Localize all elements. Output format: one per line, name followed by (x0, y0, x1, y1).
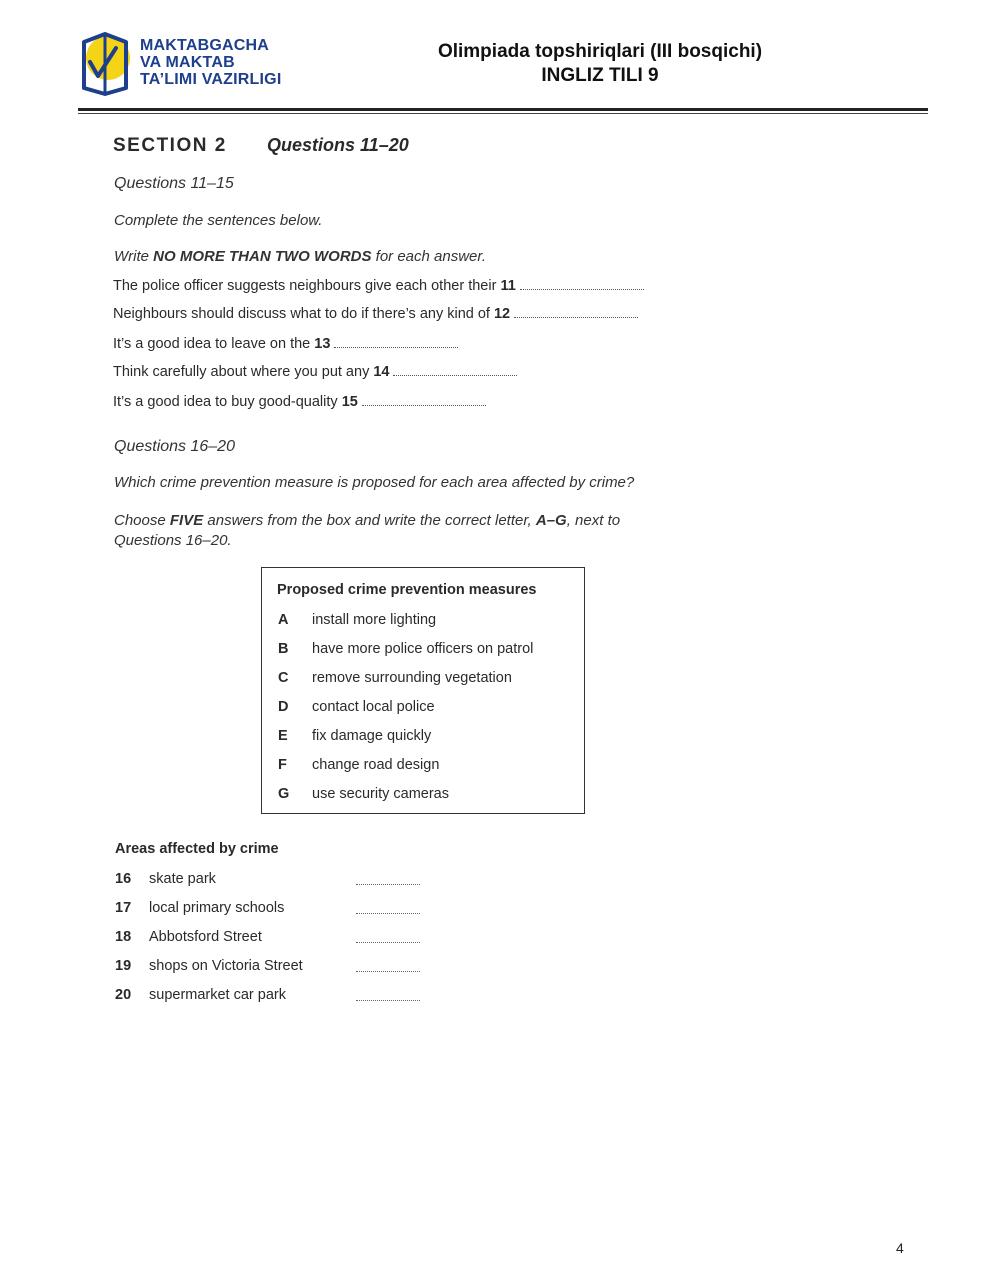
part2-instruction (114, 511, 620, 551)
option-letter-c: C (278, 670, 289, 686)
option-text-b: have more police officers on patrol (312, 641, 534, 657)
area-text-19: shops on Victoria Street (149, 958, 303, 974)
area-answer-blank-16[interactable] (356, 883, 420, 885)
section-label: SECTION 2 (113, 135, 227, 156)
choose-prefix: Choose (114, 512, 170, 529)
logo-line-1: MAKTABGACHA (140, 37, 269, 54)
part2-question: Which crime prevention measure is proposed for each area affected by crime? (114, 474, 635, 491)
area-number-18: 18 (115, 929, 132, 945)
header-divider-thin (78, 113, 928, 114)
area-text-17: local primary schools (149, 900, 285, 916)
part1-instruction: Complete the sentences below. (114, 212, 323, 229)
header-title (400, 40, 800, 88)
answer-blank[interactable] (362, 395, 486, 406)
choose-suffix: , next to (566, 512, 621, 529)
answer-blank[interactable] (393, 365, 517, 376)
option-letter-g: G (278, 786, 290, 802)
choose-line-2: Questions 16–20. (114, 532, 232, 549)
question-15 (113, 394, 486, 410)
header-title-line-2: INGLIZ TILI 9 (541, 65, 659, 86)
option-text-f: change road design (312, 757, 440, 773)
question-text: It’s a good idea to leave on the (113, 336, 315, 352)
option-letter-b: B (278, 641, 289, 657)
area-answer-blank-20[interactable] (356, 999, 420, 1001)
question-number: 15 (341, 394, 358, 410)
question-number: 11 (500, 278, 516, 294)
question-12 (113, 306, 638, 322)
option-letter-e: E (278, 728, 288, 744)
option-text-c: remove surrounding vegetation (312, 670, 512, 686)
area-text-18: Abbotsford Street (149, 929, 262, 945)
logo-line-3: TA’LIMI VAZIRLIGI (140, 71, 282, 88)
measures-box-title: Proposed crime prevention measures (277, 582, 537, 598)
measures-box (261, 567, 585, 814)
word-limit-suffix: for each answer. (371, 248, 486, 265)
option-text-g: use security cameras (312, 786, 449, 802)
answer-blank[interactable] (334, 337, 458, 348)
question-text: The police officer suggests neighbours give each other their (113, 278, 501, 294)
question-13 (113, 336, 458, 352)
ministry-logo-text (140, 37, 281, 88)
word-limit-bold: NO MORE THAN TWO WORDS (153, 248, 372, 265)
area-number-17: 17 (115, 900, 132, 916)
part1-word-limit (114, 248, 486, 265)
question-number: 13 (314, 336, 331, 352)
areas-title: Areas affected by crime (115, 841, 279, 857)
area-text-16: skate park (149, 871, 216, 887)
question-text: It’s a good idea to buy good-quality (113, 394, 342, 410)
option-letter-f: F (278, 757, 287, 773)
page-number: 4 (896, 1240, 904, 1256)
choose-bold: FIVE (169, 512, 204, 529)
question-11 (113, 278, 644, 294)
option-text-e: fix damage quickly (312, 728, 432, 744)
question-number: 12 (493, 306, 511, 322)
word-limit-prefix: Write (114, 248, 154, 265)
answer-blank[interactable] (514, 307, 638, 318)
area-answer-blank-18[interactable] (356, 941, 420, 943)
option-text-d: contact local police (312, 699, 435, 715)
area-number-20: 20 (115, 987, 132, 1003)
area-number-16: 16 (115, 871, 132, 887)
choose-mid: answers from the box and write the correct letter, (203, 512, 536, 529)
question-text: Neighbours should discuss what to do if there’s any kind of (113, 306, 494, 322)
question-number: 14 (373, 364, 390, 380)
area-answer-blank-17[interactable] (356, 912, 420, 914)
header-title-line-1: Olimpiada topshiriqlari (III bosqichi) (437, 41, 763, 62)
answer-blank[interactable] (520, 279, 644, 290)
ministry-logo-icon (78, 28, 132, 96)
choose-letters: A–G (535, 512, 567, 529)
option-letter-d: D (278, 699, 289, 715)
option-letter-a: A (278, 612, 289, 628)
question-14 (113, 364, 517, 380)
area-answer-blank-19[interactable] (356, 970, 420, 972)
area-text-20: supermarket car park (149, 987, 286, 1003)
part2-heading: Questions 16–20 (114, 438, 235, 455)
part1-heading: Questions 11–15 (114, 175, 234, 192)
logo-line-2: VA MAKTAB (140, 54, 235, 71)
header-divider (78, 108, 928, 111)
section-questions: Questions 11–20 (267, 135, 409, 155)
area-number-19: 19 (115, 958, 132, 974)
option-text-a: install more lighting (312, 612, 437, 628)
question-text: Think carefully about where you put any (113, 364, 374, 380)
